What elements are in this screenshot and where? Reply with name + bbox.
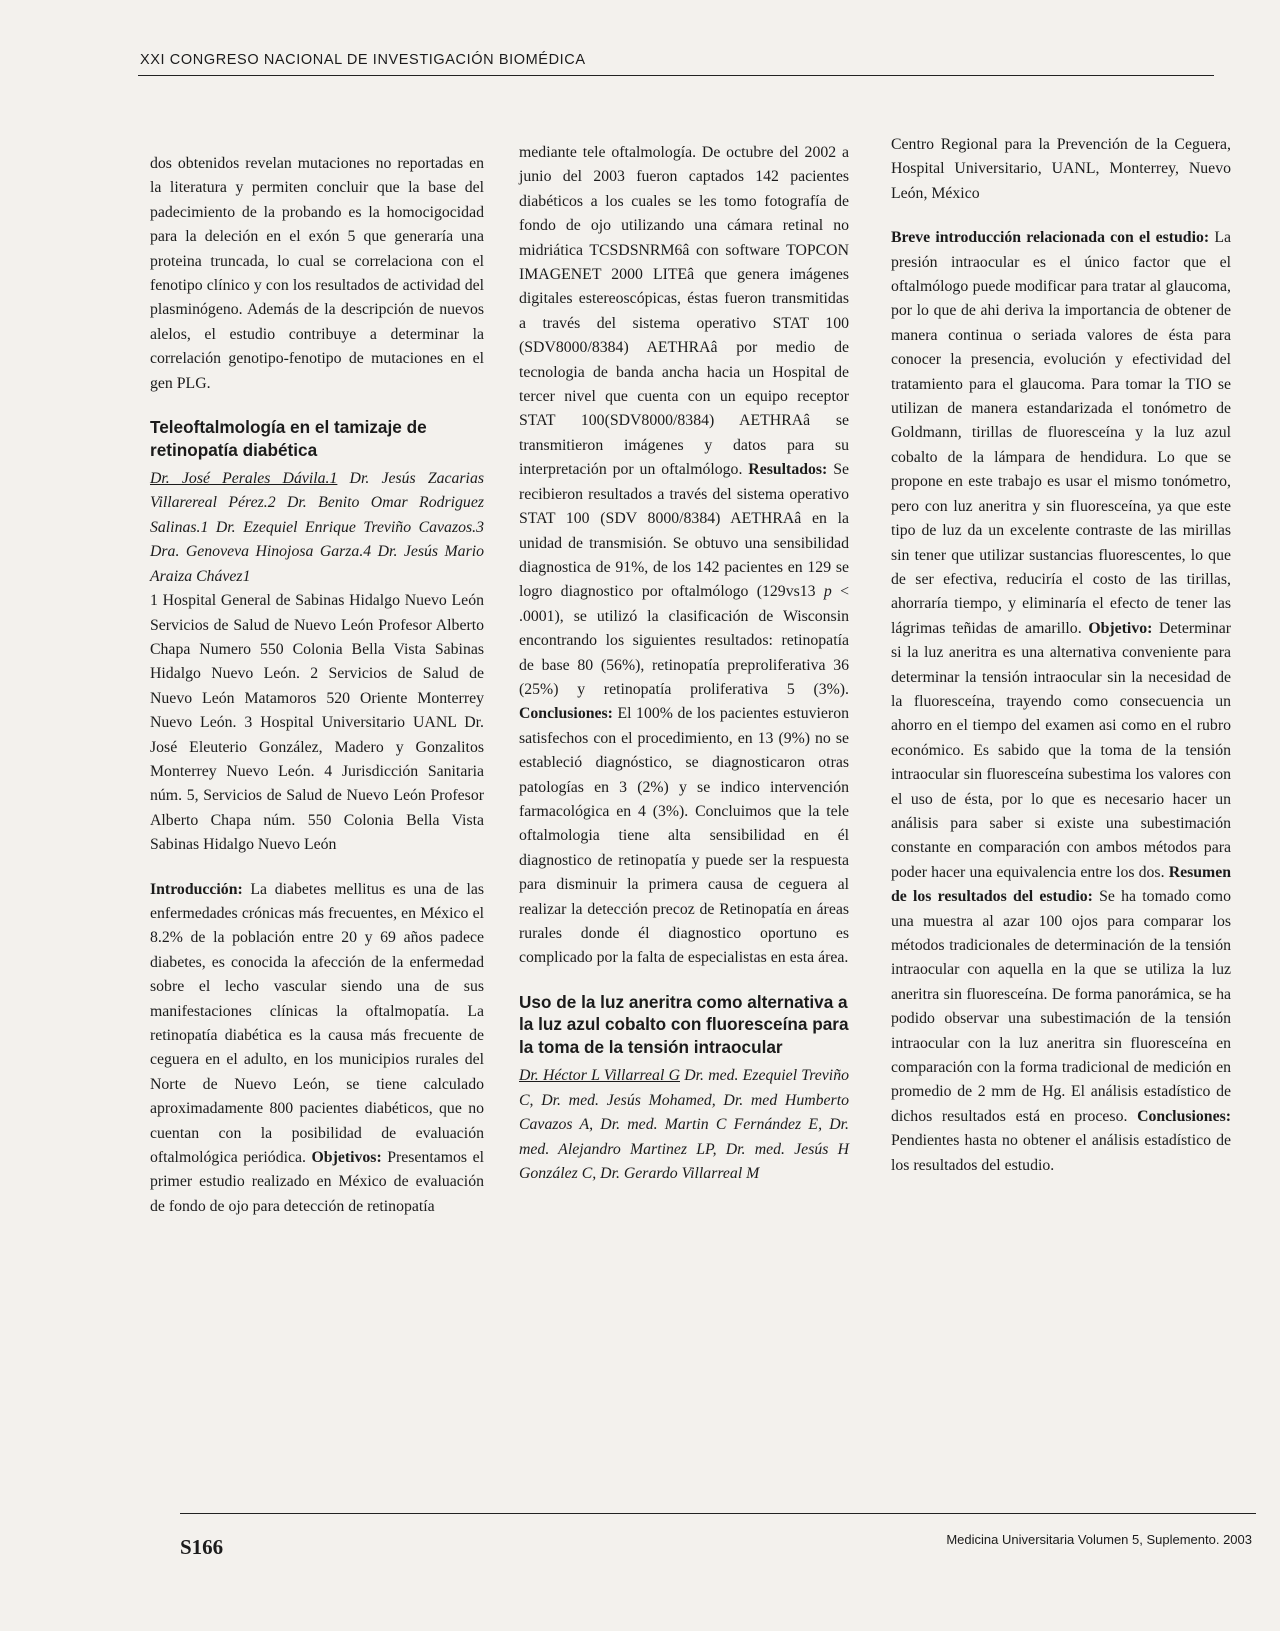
article-title-luz-aneritra: Uso de la luz aneritra como alternativa a la luz azul cobalto con fluoresceína para la toma de la tensión intraocular xyxy=(519,991,849,1057)
running-head: XXI CONGRESO NACIONAL DE INVESTIGACIÓN BIOMÉDICA xyxy=(140,52,586,68)
abstract-2 xyxy=(891,226,1231,1178)
affiliation-2: Centro Regional para la Prevención de la Ceguera, Hospital Universitario, UANL, Monterrey, Nuevo León, México xyxy=(891,136,1231,202)
first-author-2: Dr. Héctor L Villarreal G xyxy=(519,1067,680,1085)
conclusions-text-2: Pendientes hasta no obtener el análisis estadístico de los resultados del estudio. xyxy=(891,1132,1231,1174)
journal-citation: Medicina Universitaria Volumen 5, Suplemento. 2003 xyxy=(946,1532,1252,1547)
footer-rule xyxy=(180,1513,1256,1514)
intro-text: La diabetes mellitus es una de las enfermedades crónicas más frecuentes, en México el 8.2% de la población entre 20 y 69 años padece diabetes, es conocida la afección de la enfermedad sobre el lecho vascular siendo una de sus manifestaciones clínicas la oftalmopatía. La retinopatía diabética es la causa más frecuente de ceguera en el adulto, en los municipios rurales del Norte de Nuevo León, se tiene calculado aproximadamente 800 pacientes diabéticos, que no cuentan con la posibilidad de evaluación oftalmológica periódica. xyxy=(150,880,484,1167)
first-author: Dr. José Perales Dávila.1 xyxy=(150,470,338,488)
column-1 xyxy=(150,152,484,1219)
continuation-paragraph: dos obtenidos revelan mutaciones no reportadas en la literatura y permiten concluir que la base del padecimiento de la probando es la homocigocidad para la deleción en el exón 5 que generaría una proteina truncada, lo cual se correlaciona con el fenotipo clínico y con los resultados de actividad del plasminógeno. Además de la descripción de nuevos alelos, el estudio contribuye a determinar la correlación genotipo-fenotipo de mutaciones en el gen PLG. xyxy=(150,155,484,392)
methods-text: mediante tele oftalmología. De octubre del 2002 a junio del 2003 fueron captados 142 pacientes diabéticos a los cuales se les tomo fotografía de fondo de ojo utilizando una cámara retinal no midriática TCSDSNRM6â con software TOPCON IMAGENET 2000 LITEâ que genera imágenes digitales estereoscópicas, éstas fueron transmitidas a través del sistema operativo STAT 100 (SDV8000/8384) AETHRAâ por medio de tecnologia de banda ancha hacia un Hospital de tercer nivel que cuenta con un equipo receptor STAT 100(SDV8000/8384) AETHRAâ se transmitieron imágenes y datos para su interpretación por un oftalmólogo. xyxy=(519,144,849,479)
intro-text-2: La presión intraocular es el único factor que el oftalmólogo puede modificar para tratar al glaucoma, por lo que de ahi deriva la importancia de obtener de manera continua o seriada valores de ésta para conocer la presencia, evolución y efectividad del tratamiento para el glaucoma. Para tomar la TIO se utilizan de manera estandarizada el tonómetro de Goldmann, tirillas de fluoresceína y la luz azul cobalto de la lámpara de hendidura. Lo que se propone en este trabajo es usar el mismo tonómetro, pero con luz aneritra y sin fluoresceína, ya que este tipo de luz da un excelente contraste de las mirillas sin tener que utilizar sustancias fluorescentes, lo que de ser efectiva, reduciría el costo de las tirillas, ahorraría tiempo, y eliminaría el efecto de tener las lágrimas teñidas de amarillo. xyxy=(891,229,1231,637)
conclusions-text: El 100% de los pacientes estuvieron satisfechos con el procedimiento, en 13 (9%) no se estableció diagnóstico, se diagnosticaron otras patologías en 3 (2%) y se indico intervención farmacológica en 4 (3%). Concluimos que la tele oftalmologia tiene alta sensibilidad en él diagnostico de retinopatía y puede ser la respuesta para disminuir la primera causa de ceguera al realizar la detección precoz de Retinopatía en áreas rurales donde él diagnostico oportuno es complicado por la falta de especialistas en esta área. xyxy=(519,705,849,967)
objective-label-2: Objetivo: xyxy=(1081,619,1153,637)
conclusions-label-2: Conclusiones: xyxy=(1127,1107,1232,1125)
author-list-2 xyxy=(519,1064,849,1186)
results-text-3: Se ha tomado como una muestra al azar 100 ojos para comparar los métodos tradicionales de determinación de la tensión intraocular con aquella en la que se utiliza la luz aneritra sin fluoresceína. De forma panorámica, se ha podido observar una subestimación de la tensión intraocular con la luz aneritra sin fluoresceína en comparación con la forma tradicional de medición en promedio de 2 mm de Hg. El análisis estadístico de dichos resultados está en proceso. xyxy=(891,888,1231,1125)
page-number: S166 xyxy=(180,1535,224,1559)
p-symbol: p xyxy=(823,583,832,601)
conclusions-label: Conclusiones: xyxy=(519,705,613,723)
column-2 xyxy=(519,141,849,1186)
objectives-text: Presentamos el primer estudio realizado en México de evaluación de fondo de ojo para detección de retinopatía xyxy=(150,1149,484,1215)
author-rest: Dr. Jesús Zacarias Villarereal Pérez.2 Dr. Benito Omar Rodriguez Salinas.1 Dr. Ezequiel Enrique Treviño Cavazos.3 Dra. Genoveva Hinojosa Garza.4 Dr. Jesús Mario Araiza Chávez1 xyxy=(150,470,484,585)
results-label: Resultados: xyxy=(742,461,828,479)
abstract-paragraph xyxy=(150,878,484,1220)
results-text-2: < .0001), se utilizó la clasificación de Wisconsin encontrando los siguientes resultados: retinopatía de base 80 (56%), retinopatía preproliferativa 36 (25%) y retinopatía proliferativa 5 (3%). xyxy=(519,583,849,698)
objectives-label: Objetivos: xyxy=(311,1149,382,1167)
results-label-2: Resumen de los resultados del estudio: xyxy=(891,863,1231,906)
column-3 xyxy=(891,133,1231,1178)
header-rule xyxy=(138,75,1214,76)
article-title-teleoftalmologia: Teleoftalmología en el tamizaje de retinopatía diabética xyxy=(150,417,427,460)
intro-label-2: Breve introducción relacionada con el estudio: xyxy=(891,229,1210,247)
author-rest-2: Dr. med. Ezequiel Treviño C, Dr. med. Jesús Mohamed, Dr. med Humberto Cavazos A, Dr. med. Martin C Fernández E, Dr. med. Alejandro Martinez LP, Dr. med. Jesús H González C, Dr. Gerardo Villarreal M xyxy=(519,1067,849,1182)
author-list xyxy=(150,467,484,589)
abstract-continuation xyxy=(519,141,849,971)
objective-text-2: Determinar si la luz aneritra es una alternativa conveniente para determinar la tensión intraocular sin la necesidad de la fluoresceína, trayendo como consecuencia un ahorro en el tiempo del examen asi como en el rubro económico. Es sabido que la toma de la tensión intraocular sin fluoresceína subestima los valores con el uso de ésta, por lo que es necesario hacer un análisis para saber si existe una subestimación constante en comparación con ambos métodos para poder hacer una equivalencia entre los dos. xyxy=(891,619,1231,881)
results-text: Se recibieron resultados a través del sistema operativo STAT 100 (SDV 8000/8384) AETHRAâ en la unidad de transmisión. Se obtuvo una sensibilidad diagnostica de 91%, de los 142 pacientes en 129 se logro diagnostico por oftalmólogo (129vs13 xyxy=(519,461,849,601)
intro-label: Introducción: xyxy=(150,880,243,898)
affiliations: 1 Hospital General de Sabinas Hidalgo Nuevo León Servicios de Salud de Nuevo León Profesor Alberto Chapa Numero 550 Colonia Bella Vista Sabinas Hidalgo Nuevo León. 2 Servicios de Salud de Nuevo León Matamoros 520 Oriente Monterrey Nuevo León. 3 Hospital Universitario UANL Dr. José Eleuterio González, Madero y Gonzalitos Monterrey Nuevo León. 4 Jurisdicción Sanitaria núm. 5, Servicios de Salud de Nuevo León Profesor Alberto Chapa núm. 550 Colonia Bella Vista Sabinas Hidalgo Nuevo León xyxy=(150,592,484,854)
